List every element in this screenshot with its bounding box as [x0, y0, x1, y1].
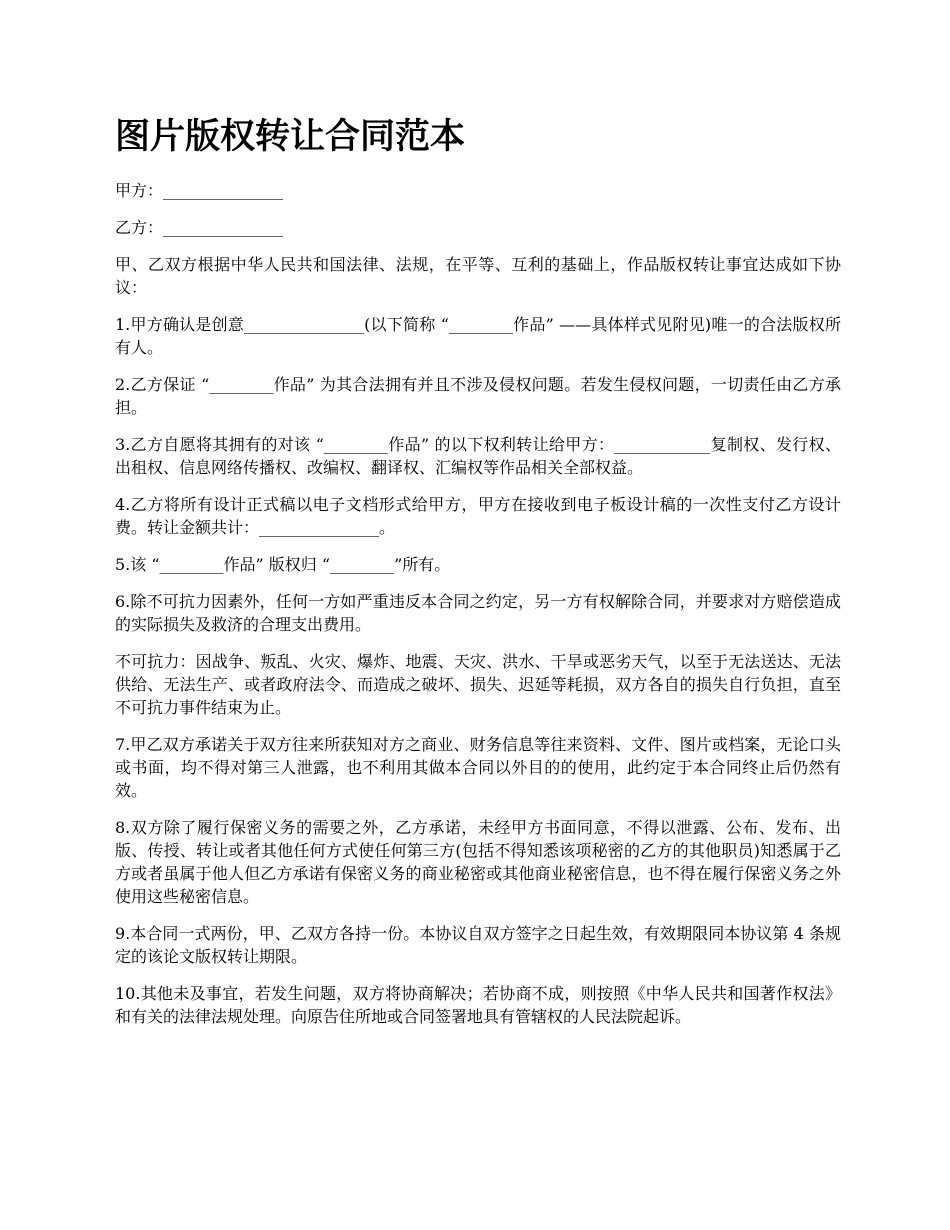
party-a-line: 甲方：_______________ — [115, 181, 284, 200]
clause-9: 9.本合同一式两份，甲、乙双方各持一份。本协议自双方签字之日起生效，有效期限同本协议第 4 条规定的该论文版权转让期限。 — [115, 924, 841, 966]
document-body — [115, 179, 841, 1042]
party-b-line: 乙方：_______________ — [115, 218, 284, 237]
clause-2: 2.乙方保证 “________作品” 为其合法拥有并且不涉及侵权问题。若发生侵权问题，一切责任由乙方承担。 — [115, 375, 841, 417]
force-majeure-paragraph: 不可抗力：因战争、叛乱、火灾、爆炸、地震、天灾、洪水、干旱或恶劣天气，以至于无法送达、无法供给、无法生产、或者政府法令、而造成之破坏、损失、迟延等耗损，双方各自的损失自行负担，直至不可抗力事件结束为止。 — [115, 652, 841, 717]
clause-10: 10.其他未及事宜，若发生问题，双方将协商解决；若协商不成，则按照《中华人民共和国著作权法》和有关的法律法规处理。向原告住所地或合同签署地具有管辖权的人民法院起诉。 — [115, 984, 841, 1026]
clause-3: 3.乙方自愿将其拥有的对该 “________作品” 的以下权利转让给甲方：____________复制权、发行权、出租权、信息网络传播权、改编权、翻译权、汇编权等作品相关全部权益。 — [115, 435, 841, 477]
clause-5: 5.该 “________作品” 版权归 “________”所有。 — [115, 555, 451, 574]
document-title: 图片版权转让合同范本 — [115, 117, 466, 157]
clause-4: 4.乙方将所有设计正式稿以电子文档形式给甲方，甲方在接收到电子板设计稿的一次性支付乙方设计费。转让金额共计：_______________。 — [115, 495, 841, 537]
clause-8: 8.双方除了履行保密义务的需要之外，乙方承诺，未经甲方书面同意，不得以泄露、公布、发布、出版、传授、转让或者其他任何方式使任何第三方(包括不得知悉该项秘密的乙方的其他职员)知悉属于乙方或者虽属于他人但乙方承诺有保密义务的商业秘密或其他商业秘密信息，也不得在履行保密义务之外使用这些秘密信息。 — [115, 818, 841, 906]
clause-1: 1.甲方确认是创意_______________(以下简称 “________作品” ——具体样式见附见)唯一的合法版权所有人。 — [115, 315, 841, 357]
preamble-paragraph: 甲、乙双方根据中华人民共和国法律、法规，在平等、互利的基础上，作品版权转让事宜达成如下协议： — [115, 255, 841, 297]
clause-6: 6.除不可抗力因素外，任何一方如严重违反本合同之约定，另一方有权解除合同，并要求对方赔偿造成的实际损失及救济的合理支出费用。 — [115, 592, 841, 634]
clause-7: 7.甲乙双方承诺关于双方往来所获知对方之商业、财务信息等往来资料、文件、图片或档案，无论口头或书面，均不得对第三人泄露，也不利用其做本合同以外目的的使用，此约定于本合同终止后仍然有效。 — [115, 735, 841, 800]
